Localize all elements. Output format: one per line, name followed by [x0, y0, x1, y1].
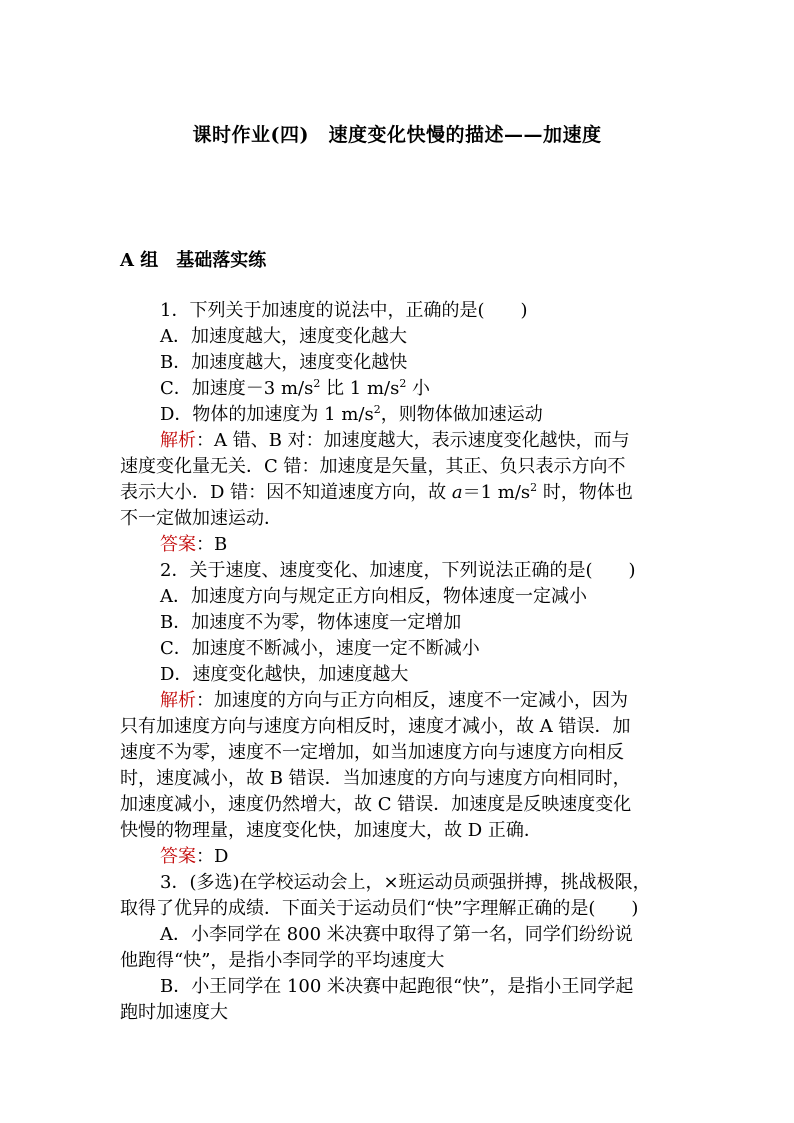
page-title: 课时作业(四) 速度变化快慢的描述——加速度	[192, 124, 602, 146]
answer-label: 答案	[160, 846, 196, 867]
q2-option-a: A．加速度方向与规定正方向相反，物体速度一定减小	[160, 586, 587, 607]
q3-stem-line-1: 3．(多选)在学校运动会上，×班运动员顽强拼搏，挑战极限，	[160, 872, 651, 893]
q3-option-a-line-2: 他跑得“快”，是指小李同学的平均速度大	[120, 950, 445, 971]
analysis-label: 解析	[160, 690, 196, 711]
q1-analysis-line-4: 不一定做加速运动．	[120, 508, 282, 529]
q1-option-c: C．加速度－3 $m/s^2$ 比 1 $m/s^2$ 小	[160, 377, 431, 399]
q1-analysis-line-2: 速度变化量无关．C 错：加速度是矢量，其正、负只表示方向不	[120, 456, 626, 477]
analysis-label: 解析	[160, 430, 196, 451]
q2-analysis-line-1: 解析：加速度的方向与正方向相反，速度不一定减小，因为	[160, 690, 628, 711]
q2-analysis-line-4: 时，速度减小，故 B 错误．当加速度的方向与速度方向相同时，	[120, 768, 631, 789]
answer-label: 答案	[160, 534, 196, 555]
q1-analysis-line-1: 解析：A 错、B 对：加速度越大，表示速度变化越快，而与	[160, 430, 630, 451]
q3-option-b-line-2: 跑时加速度大	[120, 1002, 228, 1023]
q3-option-b-line-1: B．小王同学在 100 米决赛中起跑很“快”，是指小王同学起	[160, 976, 634, 997]
q2-option-b: B．加速度不为零，物体速度一定增加	[160, 612, 462, 633]
q1-analysis-line-3: 表示大小．D 错：因不知道速度方向，故 a＝1 $m/s^2$ 时，物体也	[120, 481, 633, 503]
q2-option-d: D．速度变化越快，加速度越大	[160, 664, 409, 685]
q1-stem: 1．下列关于加速度的说法中，正确的是( )	[160, 300, 528, 321]
q3-stem-line-2: 取得了优异的成绩．下面关于运动员们“快”字理解正确的是( )	[120, 898, 639, 919]
q1-option-a: A．加速度越大，速度变化越大	[160, 326, 407, 347]
q2-analysis-line-5: 加速度减小，速度仍然增大，故 C 错误．加速度是反映速度变化	[120, 794, 632, 815]
q3-option-a-line-1: A．小李同学在 800 米决赛中取得了第一名，同学们纷纷说	[160, 924, 633, 945]
q2-analysis-line-3: 速度不为零，速度不一定增加，如当加速度方向与速度方向相反	[120, 742, 624, 763]
q1-option-b: B．加速度越大，速度变化越快	[160, 352, 408, 373]
q1-option-d: D．物体的加速度为 1 $m/s^2$，则物体做加速运动	[160, 403, 543, 425]
q2-analysis-line-2: 只有加速度方向与速度方向相反时，速度才减小，故 A 错误．加	[120, 716, 631, 737]
q2-option-c: C．加速度不断减小，速度一定不断减小	[160, 638, 480, 659]
section-heading: A 组 基础落实练	[120, 250, 267, 271]
q2-stem: 2．关于速度、速度变化、加速度，下列说法正确的是( )	[160, 560, 636, 581]
q1-answer: 答案：B	[160, 534, 228, 555]
q2-answer: 答案：D	[160, 846, 229, 867]
q2-analysis-line-6: 快慢的物理量，速度变化快，加速度大，故 D 正确．	[120, 820, 542, 841]
